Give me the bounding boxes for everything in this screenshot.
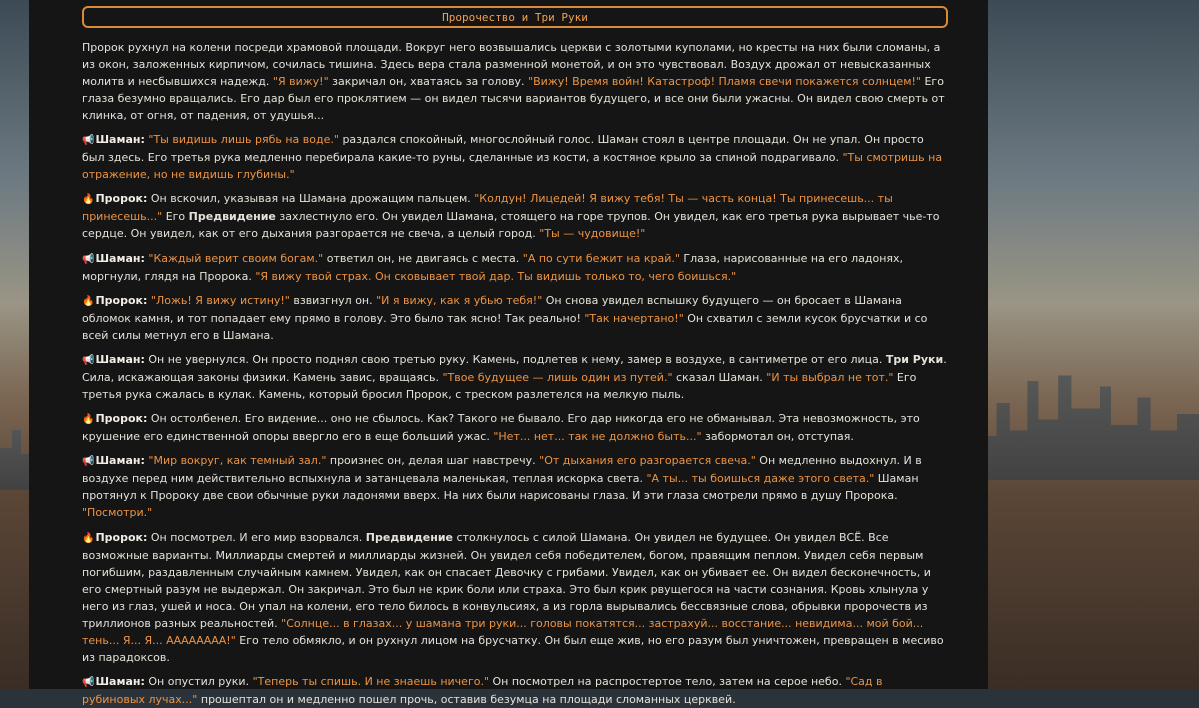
story-paragraph [82, 673, 948, 708]
dialogue-quote: "Ложь! Я вижу истину!" [150, 293, 290, 307]
story-paragraph [82, 131, 948, 183]
dialogue-quote: "Теперь ты спишь. И не знаешь ничего." [252, 674, 490, 688]
fire-icon: 🔥 [82, 414, 95, 426]
narration-text: сказал Шаман. [672, 370, 767, 384]
dialogue-quote: "Солнце... в глазах... у шамана три руки... головы покатятся... застрахуй... восстание... невидима... мой бой... тень... Я... Я... АААААААА!" [82, 616, 924, 647]
dialogue-quote: "А по сути бежит на край." [522, 251, 680, 265]
narration-text: Он схватил с земли кусок брусчатки и со всей силы метнул его в Шамана. [82, 311, 928, 342]
narration-text: Он не увернулся. Он просто поднял свою третью руку. Камень, подлетев к нему, замер в воздухе, в сантиметре от его лица. [144, 352, 886, 366]
dialogue-quote: "Ты видишь лишь рябь на воде." [148, 133, 339, 147]
dialogue-quote: "Нет... нет... так не должно быть..." [493, 430, 702, 444]
narration-text: . Сила, искажающая законы физики. Камень завис, вращаясь. [82, 352, 947, 384]
narration-text: столкнулось с силой Шамана. Он увидел не будущее. Он увидел ВСЁ. Все возможные варианты. Миллиарды смертей и миллиарды жизней. Он увидел себя победителем, богом, правящим пеплом. Увидел себя первым погибшим, раздавленным случайным камнем. Увидел, как он спасает Девочку с грибами. Увидел, как он убивает ее. Он видел бесконечность, и его смертный разум не выдержал. Он закричал. Это был не крик боли или страха. Это был крик рвущегося на части сознания. Кровь хлынула у него из глаз, ушей и носа. Он упал на колени, его тело билось в конвульсиях, а из горла вырывались бессвязные слова, обрывки пророчеств из триллионов разных реальностей. [82, 530, 931, 630]
speaker-name: Пророк: [95, 412, 148, 426]
narration-text: Он вскочил, указывая на Шамана дрожащим пальцем. [147, 192, 475, 206]
story-paragraph [82, 452, 948, 521]
story-title-bar [82, 6, 948, 28]
speaker-name: Пророк: [95, 293, 148, 307]
narration-text: Он посмотрел на распростертое тело, затем на серое небо. [489, 674, 846, 688]
narration-text: Шаман протянул к Пророку две свои обычные руки ладонями вверх. На них были нарисованы глаза. И эти глаза смотрели прямо в душу Пророка. [82, 472, 919, 503]
speaker-name: Пророк: [95, 192, 148, 206]
story-paragraph [82, 410, 948, 445]
narration-text: Его третья рука сжалась в кулак. Камень, который бросил Пророк, с треском разлетелся на мелкую пыль. [82, 370, 917, 401]
story-paragraph [82, 529, 948, 666]
story-paragraph [82, 351, 948, 403]
dialogue-quote: "Твое будущее — лишь один из путей." [442, 370, 673, 384]
narration-text: Он медленно выдохнул. И в воздухе перед ним действительно вспыхнула и затанцевала маленькая, теплая искорка света. [82, 454, 922, 486]
narration-text: забормотал он, отступая. [701, 430, 854, 444]
narration-text: ответил он, не двигаясь с места. [323, 251, 523, 265]
story-paragraph [82, 250, 948, 285]
story-paragraph [82, 39, 948, 124]
dialogue-quote: "Сад в рубиновых лучах..." [82, 674, 883, 706]
dialogue-quote: "Так начертано!" [584, 311, 684, 325]
megaphone-icon: 📢 [82, 676, 95, 688]
dialogue-quote: "И ты выбрал не тот." [766, 370, 894, 384]
story-title: Пророчество и Три Руки [442, 10, 588, 24]
narration-text: Его глаза безумно вращались. Его дар был его проклятием — он видел тысячи вариантов будущего, и все они были ужасны. Он видел свою смерть от клинка, от огня, от падения, от удушья... [82, 75, 945, 122]
fire-icon: 🔥 [82, 194, 95, 206]
emphasized-term: Три Руки [885, 352, 944, 366]
dialogue-quote: "А ты... ты боишься даже этого света." [646, 472, 875, 486]
speaker-name: Шаман: [95, 251, 145, 265]
narration-text: Он посмотрел. И его мир взорвался. [147, 530, 366, 544]
dialogue-quote: "Я вижу твой страх. Он сковывает твой дар. Ты видишь только то, чего боишься." [255, 269, 737, 283]
fire-icon: 🔥 [82, 295, 95, 307]
emphasized-term: Предвидение [188, 210, 276, 224]
narration-text: Он снова увидел вспышку будущего — он бросает в Шамана обломок камня, и тот попадает ему прямо в голову. Это было так ясно! Так реально! [82, 293, 902, 325]
megaphone-icon: 📢 [82, 253, 95, 265]
narration-text: Глаза, нарисованные на его ладонях, моргнули, глядя на Пророка. [82, 251, 904, 283]
dialogue-quote: "От дыхания его разгорается свеча." [539, 454, 756, 468]
dialogue-quote: "Каждый верит своим богам." [148, 251, 324, 265]
story-paragraph [82, 190, 948, 242]
narration-text: закричал он, хватаясь за голову. [328, 75, 529, 88]
dialogue-quote: "Посмотри." [82, 506, 153, 520]
narration-text: Пророк рухнул на колени посреди храмовой площади. Вокруг него возвышались церкви с золотыми куполами, но кресты на них были сломаны, а из окон, заложенных кирпичом, сочилась тишина. Здесь вера стала разменной монетой, и он это чувствовал. Воздух дрожал от невысказанных молитв и несбывшихся надежд. [82, 41, 941, 88]
story-body [82, 39, 948, 708]
dialogue-quote: "Вижу! Время войн! Катастроф! Пламя свечи покажется солнцем!" [528, 75, 921, 88]
narration-text: прошептал он и медленно пошел прочь, оставив безумца на площади сломанных церквей. [197, 692, 736, 706]
speaker-name: Пророк: [95, 530, 148, 544]
narration-text: произнес он, делая шаг навстречу. [326, 454, 540, 468]
speaker-name: Шаман: [95, 454, 145, 468]
story-paragraph [82, 292, 948, 344]
narration-text: захлестнуло его. Он увидел Шамана, стоящего на горе трупов. Он увидел, как его третья рука вырывает чье-то сердце. Он увидел, как от его дыхания разгорается не свеча, а целый город. [82, 210, 940, 241]
megaphone-icon: 📢 [82, 135, 95, 147]
speaker-name: Шаман: [95, 133, 145, 147]
narration-text: Он опустил руки. [144, 674, 253, 688]
story-panel [29, 0, 988, 706]
speaker-name: Шаман: [95, 352, 145, 366]
dialogue-quote: "Мир вокруг, как темный зал." [148, 454, 327, 468]
dialogue-quote: "Колдун! Лицедей! Я вижу тебя! Ты — часть конца! Ты принесешь... ты принесешь..." [82, 192, 893, 224]
dialogue-quote: "Я вижу!" [272, 75, 329, 88]
megaphone-icon: 📢 [82, 456, 95, 468]
speaker-name: Шаман: [95, 674, 145, 688]
emphasized-term: Предвидение [365, 530, 454, 544]
dialogue-quote: "И я вижу, как я убью тебя!" [376, 293, 543, 307]
dialogue-quote: "Ты — чудовище!" [539, 227, 646, 241]
narration-text: Его [162, 210, 189, 224]
narration-text: раздался спокойный, многослойный голос. Шаман стоял в центре площади. Он не упал. Он просто был здесь. Его третья рука медленно перебирала какие-то руны, сделанные из кости, а костяное крыло за спиной подрагивало. [82, 133, 924, 165]
megaphone-icon: 📢 [82, 354, 95, 366]
narration-text: Он остолбенел. Его видение... оно не сбылось. Как? Такого не бывало. Его дар никогда его не обманывал. Эта невозможность, это крушение его единственной опоры ввергло его в еще больший ужас. [82, 412, 920, 444]
fire-icon: 🔥 [82, 532, 95, 544]
dialogue-quote: "Ты смотришь на отражение, но не видишь глубины." [82, 151, 943, 182]
narration-text: взвизгнул он. [289, 293, 377, 307]
narration-text: Его тело обмякло, и он рухнул лицом на брусчатку. Он был еще жив, но его разум был уничтожен, превращен в месиво из парадоксов. [82, 633, 944, 664]
